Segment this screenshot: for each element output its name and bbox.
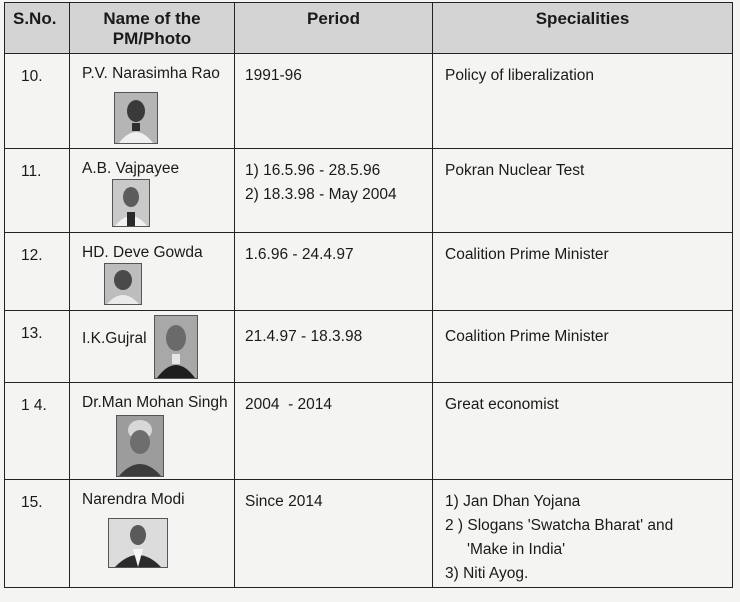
row-name: Dr.Man Mohan Singh — [82, 394, 228, 411]
header-sno: S.No. — [5, 3, 70, 54]
row-sno: 10. — [5, 54, 70, 149]
header-name-line1: Name of the — [103, 9, 201, 28]
speciality-line: Great economist — [445, 396, 559, 413]
row-name-cell — [70, 311, 235, 383]
row-specialities — [433, 383, 733, 480]
row-period — [235, 54, 433, 149]
period-line: 1.6.96 - 24.4.97 — [245, 246, 354, 263]
pm-table — [4, 2, 733, 588]
row-name-cell — [70, 383, 235, 480]
table-row — [5, 480, 733, 588]
period-line: 2004 - 2014 — [245, 396, 333, 413]
table-row — [5, 383, 733, 480]
row-specialities — [433, 480, 733, 588]
speciality-line: 2 ) Slogans 'Swatcha Bharat' and — [445, 517, 674, 534]
period-line: 2) 18.3.98 - May 2004 — [245, 186, 397, 203]
row-name-cell — [70, 54, 235, 149]
portrait-icon — [117, 416, 163, 476]
pm-photo — [116, 415, 164, 477]
table-row — [5, 149, 733, 233]
row-specialities — [433, 54, 733, 149]
row-name: HD. Deve Gowda — [82, 244, 203, 261]
row-name: P.V. Narasimha Rao — [82, 65, 220, 82]
row-period — [235, 311, 433, 383]
row-specialities — [433, 311, 733, 383]
row-name-cell — [70, 480, 235, 588]
period-line: 1991-96 — [245, 67, 302, 84]
table-row — [5, 311, 733, 383]
row-period — [235, 383, 433, 480]
row-sno: 15. — [5, 480, 70, 588]
row-period — [235, 149, 433, 233]
row-name-cell — [70, 233, 235, 311]
row-name: Narendra Modi — [82, 491, 185, 508]
speciality-line: Coalition Prime Minister — [445, 328, 609, 345]
row-name-cell — [70, 149, 235, 233]
portrait-icon — [105, 264, 141, 304]
portrait-icon — [109, 519, 167, 567]
row-sno: 12. — [5, 233, 70, 311]
speciality-line: 1) Jan Dhan Yojana — [445, 493, 581, 510]
speciality-line: Coalition Prime Minister — [445, 246, 609, 263]
row-sno: 13. — [5, 311, 70, 383]
header-specialities: Specialities — [433, 3, 733, 54]
portrait-icon — [115, 93, 157, 143]
speciality-line: 'Make in India' — [467, 541, 566, 558]
table-row — [5, 233, 733, 311]
portrait-icon — [155, 316, 197, 378]
row-name: A.B. Vajpayee — [82, 160, 180, 177]
header-name-line2: PM/Photo — [112, 29, 192, 48]
period-line: 1) 16.5.96 - 28.5.96 — [245, 162, 381, 179]
row-period — [235, 233, 433, 311]
row-period — [235, 480, 433, 588]
period-line: 21.4.97 - 18.3.98 — [245, 328, 363, 345]
header-name — [70, 3, 235, 54]
pm-photo — [108, 518, 168, 568]
row-specialities — [433, 233, 733, 311]
row-specialities — [433, 149, 733, 233]
portrait-icon — [113, 180, 149, 226]
pm-photo — [112, 179, 150, 227]
table-row — [5, 54, 733, 149]
row-sno: 11. — [5, 149, 70, 233]
pm-photo — [154, 315, 198, 379]
period-line: Since 2014 — [245, 493, 323, 510]
pm-photo — [114, 92, 158, 144]
row-sno: 1 4. — [5, 383, 70, 480]
header-period: Period — [235, 3, 433, 54]
header-row — [5, 3, 733, 54]
speciality-line: Policy of liberalization — [445, 67, 595, 84]
speciality-line: 3) Niti Ayog. — [445, 565, 529, 582]
speciality-line: Pokran Nuclear Test — [445, 162, 585, 179]
pm-photo — [104, 263, 142, 305]
row-name: I.K.Gujral — [82, 330, 147, 347]
